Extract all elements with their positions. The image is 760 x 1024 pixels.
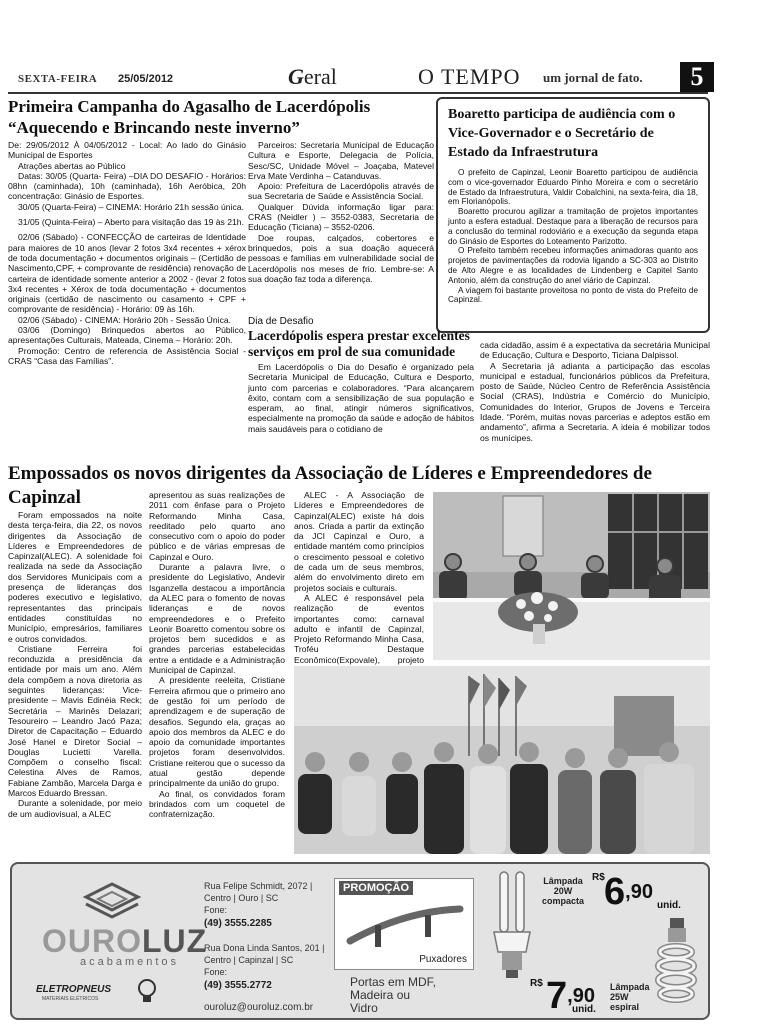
ouroluz-advertisement <box>10 862 710 1020</box>
page-number: 5 <box>680 62 714 92</box>
agasalho-paragraph: Qualquer Dúvida informação ligar para: CRAS (Neidler ) – 3552-0383, Secretaria de Educação (Ticiana) – 3552-0206. <box>248 201 434 233</box>
lamp1-currency: R$ <box>592 872 605 883</box>
boaretto-title: Boaretto participa de audiência com o Vice-Governador e o Secretário de Estado da Infraestrutura <box>448 107 676 160</box>
boaretto-paragraph: O prefeito de Capinzal, Leonir Boaretto participou de audiência com o vice-governador Eduardo Pinho Moreira e com o secretário de Estado da Infraestrutura, Valdir Cobalchini, na sexta-feira, dia 18, em Florianópolis. <box>448 168 698 207</box>
alec-paragraph: Cristiane Ferreira foi reconduzida a presidência da entidade por mais um ano. Além dela compõem a nova diretoria as seguintes lideranças: Vice-presidente – Mavis Edinéia Reck; Secretária – Marinês Delazari; Tesoureiro – Leandro Jacó Paza; Diretor de Capacitação – Eduardo José Hanel e Diretor Social – Douglas Lucietti Varella. Compõem o conselho fiscal: Celestina Alves de Ramos, Fabiane Zambão, Marcela Darga e Marcos Eduardo Bressan. <box>8 643 142 799</box>
newspaper-slogan: um jornal de fato. <box>543 70 643 85</box>
boaretto-article-box <box>436 97 710 333</box>
lamp2-price: $7^{,90}$ <box>546 975 595 1017</box>
desafio-paragraph: A Secretaria já adianta a participação das escolas municipal e estadual, funcionários públicos da Prefeitura, posto de Saúde, Núcleo Centro de Referência Assistência Social (CRAS), Indústria e Comércio do Município, Comunidades do Interior, Grupos de Jovens e Terceira Idade. “Porém, muitas novas parcerias e adeptos estão em andamento”, afirma a Secretaria. A ideia é mobilizar todos os munícipes. <box>480 360 710 443</box>
lamp1-description: Lâmpada 20W compacta <box>542 876 585 906</box>
desafio-title: Lacerdópolis espera prestar excelentes serviços em prol de sua comunidade <box>248 328 470 359</box>
desafio-kicker: Dia de Desafio <box>248 316 314 327</box>
ad-address-capinzal: Rua Dona Linda Santos, 201 | Centro | Capinzal | SC Fone: (49) 3555.2772 <box>204 943 325 991</box>
ad-email: ouroluz@ouroluz.com.br <box>204 1002 314 1013</box>
alec-paragraph: A ALEC é responsável pela realização de eventos importantes como: carnaval adulto e infantil de Capinzal, Projeto Reformando Minha Casa, Troféu Destaque Econômico(Expovale), projeto <box>294 592 424 665</box>
lamp1-price: $6^{,90}$ <box>604 871 653 913</box>
lamp2-unit: unid. <box>572 1004 596 1015</box>
agasalho-column-1 <box>8 140 246 366</box>
alec-paragraph: apresentou as suas realizações de 2011 com ênfase para o Projeto Reformando Minha Casa, reeditado pelo quarto ano consecutivo com o apoio do poder público e de várias empresas de Capinzal e Ouro. <box>149 490 285 562</box>
alec-paragraph: Durante a palavra livre, o presidente do Legislativo, Andevir Isganzella destacou a importância da ALEC para o fomento de novas lideranças e de novos empreendedores e o Prefeito Leonir Boaretto comentou sobre os projetos bem sucedidos e as grandes parcerias estabelecidas entre a entidade e a Administração Municipal de Capinzal. <box>149 562 285 676</box>
alec-paragraph: Durante a solenidade, por meio de um audiovisual, a ALEC <box>8 798 142 819</box>
agasalho-paragraph: Doe roupas, calçados, cobertores e brinquedos, pois a sua doação aquecerá pessoas e famílias em vulnerabilidade social de Lacerdópolis nos meses de frio. Lembre-se: A sua doação faz toda a diferença. <box>248 232 434 284</box>
agasalho-title-line1: Primeira Campanha do Agasalho de Lacerdópolis <box>8 97 371 116</box>
photo-ceremony-table-image <box>433 492 710 660</box>
alec-column-1 <box>8 510 142 819</box>
promo-item-label: Puxadores <box>419 954 467 965</box>
lamp2-description: Lâmpada 25W espiral <box>610 982 650 1012</box>
photo-group-standing <box>294 666 710 854</box>
agasalho-paragraph: Promoção: Centro de referencia de Assistência Social - CRAS “Casa das Famílias”. <box>8 345 246 366</box>
agasalho-paragraph: Datas: 30/05 (Quarta- Feira) –DIA DO DESAFIO - Horários: 08hn (caminhada), 10h (caminhada), 16h Aeróbica, 20h concentração: Ginásio de Esportes. <box>8 170 246 202</box>
alec-title-line1: Empossados os novos dirigentes da Associação de Líderes e Empreendedores de <box>8 463 652 484</box>
compact-lamp-icon <box>482 870 542 988</box>
boaretto-paragraph: A viagem foi bastante proveitosa no ponto de vista do Prefeito de Capinzal. <box>448 285 698 305</box>
agasalho-paragraph: 03/06 (Domingo) Brinquedos abertos ao Público, apresentações Culturais, Mateada, Cinema – Horário: 20h. <box>8 325 246 346</box>
header-day: SEXTA-FEIRA <box>18 73 98 85</box>
promo-description: Portas em MDF, Madeira ou Vidro <box>350 975 437 1015</box>
promo-image <box>334 878 474 970</box>
agasalho-column-2 <box>248 140 434 284</box>
agasalho-paragraph: Atrações abertas ao Público <box>18 160 126 171</box>
alec-paragraph: A presidente reeleita, Cristiane Ferreira afirmou que o primeiro ano de gestão foi um período de aprendizagem e de superação de desafios. Segundo ela, graças ao apoio dos membros da ALEC e do apoio da comunidade importantes projetos foram desenvolvidos. Cristiane reiterou que o sucesso da atual gestão depende principalmente da união do grupo. <box>149 675 285 789</box>
ad-phone-capinzal: (49) 3555.2772 <box>204 980 272 991</box>
eletropneus-tagline: MATERIAIS ELÉTRICOS <box>42 996 99 1002</box>
boaretto-paragraph: Boaretto procurou agilizar a tramitação de projetos importantes junto a esfera estadual. Destaque para a liberação de recursos para a conclusão do terminal rodoviário e a execução da segunda etapa do Ginásio de Esportes do Loteamento Parizotto. <box>448 207 698 246</box>
newspaper-name: O TEMPO <box>418 64 521 89</box>
agasalho-paragraph: 30/05 (Quarta-Feira) – CINEMA: Horário 21h sessão única. <box>18 201 244 212</box>
agasalho-paragraph: 02/06 (Sábado) - CINEMA: Horário 20h - Sessão Única. <box>18 314 232 325</box>
ouroluz-logo-icon <box>82 882 142 920</box>
desafio-paragraph: cada cidadão, assim é a expectativa da secretária Municipal de Educação, Cultura e Desporto, Ticiana Dalpissol. <box>480 340 710 361</box>
alec-paragraph: ALEC - A Associação de Líderes e Empreendedores de Capinzal(ALEC) existe há dois anos. Criada a partir da extinção da JCI Capinzal e Ouro, a entidade mantém como princípios o crescimento pessoal e coletivo de cada um de seus membros, além do envolvimento direto em projetos sociais e culturais. <box>294 490 424 593</box>
boaretto-paragraph: O Prefeito também recebeu informações animadoras quanto aos projetos de pavimentações da rodovia ligando a SC-303 ao Distrito de Alto Alegre e as localidades de Lindenberg e Capitel Santo Antonio, além da construção do anel viário de Capinzal. <box>448 246 698 285</box>
page-header <box>8 62 752 92</box>
ouroluz-tagline: acabamentos <box>80 956 180 968</box>
agasalho-paragraph: 31/05 (Quinta-Feira) – Aberto para visitação das 19 às 21h. <box>18 217 244 228</box>
header-rule <box>8 92 708 94</box>
lamp2-currency: R$ <box>530 978 543 989</box>
desafio-article <box>248 312 474 434</box>
header-date: 25/05/2012 <box>118 73 174 85</box>
desafio-paragraph: Em Lacerdópolis o Dia do Desafio é organizado pela Secretaria Municipal de Educação, Cultura e Desporto, junto com parcerias e colaboradores. “Para alcançarem êxito, contam com a sensibilização de sua população e esperam, ao final, atingir números significativos, especialmente na promoção da saúde e adoção de hábitos mais saudáveis para o cotidiano de <box>248 362 474 434</box>
lamp1-unit: unid. <box>657 900 681 911</box>
eletropneus-logo-text: ELETROPNEUS <box>36 984 112 995</box>
ad-phone-ouro: (49) 3555.2285 <box>204 918 272 929</box>
agasalho-title-line2: “Aquecendo e Brincando neste inverno” <box>8 118 300 137</box>
alec-title-line2: Capinzal <box>8 487 81 508</box>
ouroluz-wordmark: OUROLUZ <box>42 923 208 959</box>
agasalho-paragraph: Parceiros: Secretaria Municipal de Educação Cultura e Esporte, Delegacia de Polícia, Sesc/SC, Unidade Móvel – Joaçaba, Matevel Erva Mate Verdinha – Catanduvas. <box>248 140 434 181</box>
alec-paragraph: Ao final, os convidados foram brindados com um coquetel de confraternização. <box>149 788 285 820</box>
spiral-lamp-icon <box>648 918 704 1014</box>
alec-column-2 <box>149 490 285 820</box>
desafio-column-2 <box>480 340 710 443</box>
photo-ceremony-table <box>433 492 710 660</box>
lightbulb-icon <box>136 978 158 1006</box>
agasalho-paragraph: Apoio: Prefeitura de Lacerdópolis através de sua Secretaria de Saúde e Assistência Social. <box>248 181 434 202</box>
alec-paragraph: Foram empossados na noite desta terça-feira, dia 22, os novos dirigentes da Associação de Líderes e Empreendedores de Capinzal(ALEC). A solenidade foi realizada na sede da Associação dos Servidores Municipais com a presença de lideranças dos poderes executivo e legislativo, representantes das principais entidades constituídas no Município, empresários, familiares e outros convidados. <box>8 510 142 644</box>
agasalho-paragraph: 02/06 (Sábado) - CONFECÇÃO de carteiras de Identidade para maiores de 10 anos (levar 2 fotos 3x4 recentes + xérox de toda documentação + documentos originais – (Certidão de Nascimento,CPF, + comprovante de residência) renovação de carteira de identidade somente anterior a 2002 - (levar 2 fotos 3x4 recentes + Xérox de toda documentação + documentos originais (certidão de nascimento ou casamento + CPF + comprovante de residência) - Horário: 09 às 16h. <box>8 232 246 315</box>
agasalho-paragraph: De: 29/05/2012 À 04/05/2012 - Local: Ao lado do Ginásio Municipal de Esportes <box>8 140 246 161</box>
section-title: Geral <box>288 64 337 89</box>
agasalho-headline <box>8 96 433 138</box>
photo-group-standing-image <box>294 666 710 854</box>
promo-label: PROMOÇÃO <box>339 881 413 895</box>
ad-address-ouro: Rua Felipe Schmidt, 2072 | Centro | Ouro | SC Fone: (49) 3555.2285 <box>204 881 313 929</box>
door-handle-icon <box>345 903 465 953</box>
